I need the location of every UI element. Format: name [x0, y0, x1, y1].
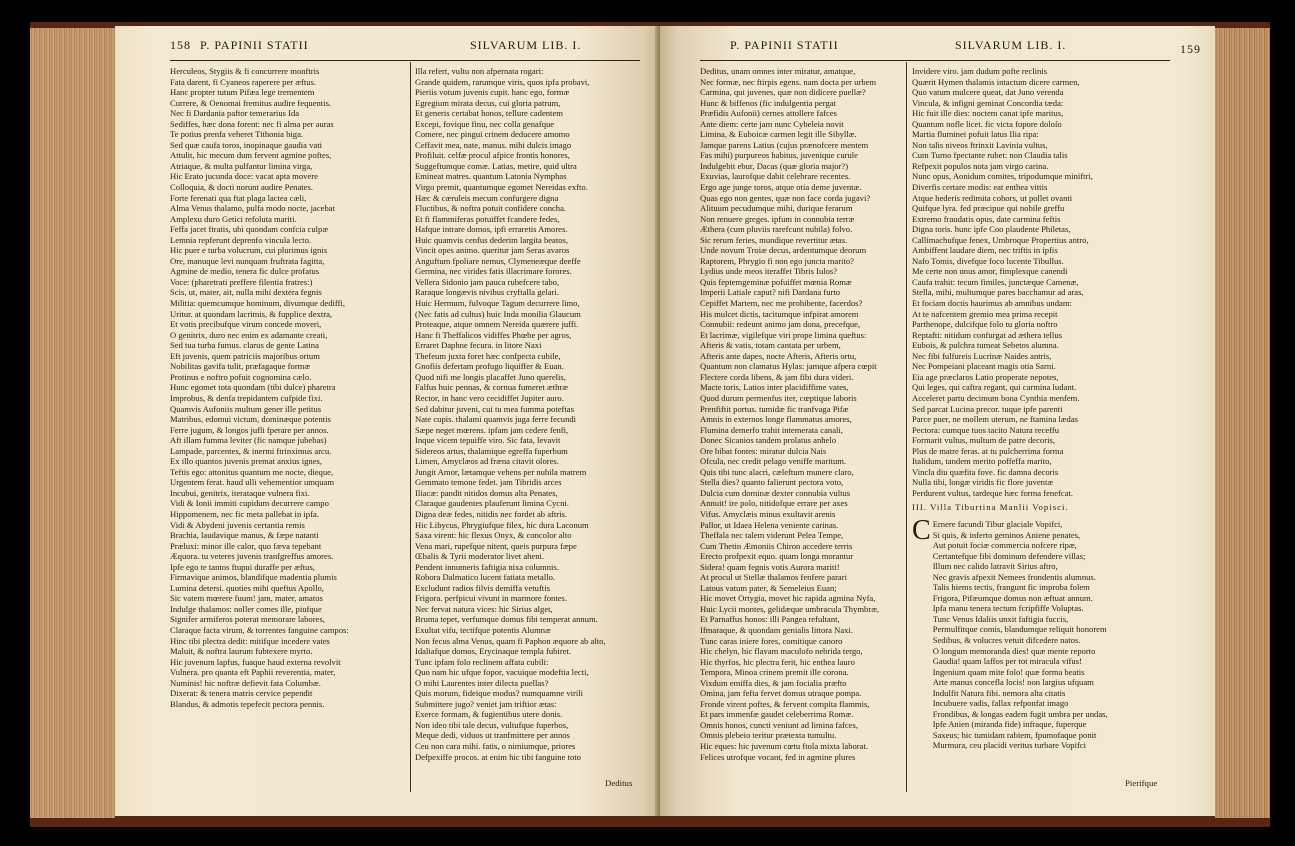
text-line: Raraque longævis nivibus cryftalla gelari.	[415, 287, 559, 298]
text-line: Flumina demerfo trahit intemerata canali,	[700, 424, 843, 435]
text-line: Quamvis Aufoniis multum gener ille petitus	[170, 403, 322, 414]
text-line: Hanc fi Theffalicos vidiffes Phœbe per agros,	[415, 329, 572, 340]
text-line: Pieriis votum juvenis cupit. hanc ego, formæ	[415, 87, 570, 98]
text-line: Scis, ut, mater, ait, nulla mihi dextera fegnis	[170, 287, 322, 298]
text-line: Cum Thetin Æmoniis Chiron accedere terris	[700, 540, 853, 551]
text-line: Falfus huic pennas, & cornua fumeret æthræ	[415, 382, 568, 393]
text-line: Perdurent vultus, tardeque hæc forma fenefcat.	[912, 487, 1074, 498]
text-line: Meque dedi, viduos ut tranfmittere per annos	[415, 730, 570, 741]
text-line: Saxeus; hic tumidam rabiem, fpumofaque ponit	[932, 729, 1097, 740]
text-line: Exuvias, laurofque dabit celebrare recentes.	[700, 171, 851, 182]
text-line: Quantum non clamatus Hylas: jamque afpera cœpit	[700, 361, 877, 372]
text-line: Attulit, hic mecum dum fervent agmine poftes,	[170, 150, 332, 161]
text-line: Virgo premit, quantumque egomet Nereidas exfto.	[415, 182, 588, 193]
left-column-2	[415, 66, 653, 762]
text-line: Raptorem, Phrygio fi non ego juncta marito?	[700, 255, 854, 266]
text-line: Teftis ego: attonitus quantum me nocte, dieque,	[170, 466, 334, 477]
text-line: Et Parnaffus honos: illi Pangea refultant,	[700, 614, 840, 625]
text-line: Hunc egomet tota quondam (tibi dulce) pharetra	[170, 382, 336, 393]
left-catchword: Deditus	[605, 778, 633, 788]
text-line: Martia fluminei pofuit latus Ilia ripa:	[912, 129, 1039, 140]
text-line: Hic Libycus, Phrygiufque filex, hic dura Laconum	[415, 519, 589, 530]
text-line: Deditus, unam omnes inter miratur, amatque,	[700, 66, 856, 76]
text-line: Et votis precibufque virum concede moveri,	[170, 319, 322, 330]
text-line: Pallor, ut Idaea Helena veniente carinas.	[700, 519, 839, 530]
text-line: Emineat matres. quantum Latonia Nymphas	[415, 171, 567, 182]
text-line: Refpexit populos nota jam virgo carina.	[912, 160, 1049, 171]
text-line: Hanc propter tutum Pifæa lege trementem	[170, 87, 315, 98]
text-line: Saxa virent: hic flexus Onyx, & concolor alto	[415, 530, 572, 541]
text-line: Proteaque, atque omnem Nereida quærere juffi.	[415, 319, 579, 330]
text-line: Et lacrimæ, vigilefque viri prope limina queftus:	[700, 329, 867, 340]
text-line: Diverfis certare modis: eat enthea vittis	[912, 182, 1048, 193]
text-line: Et pars immenfæ gaudet celeberrima Romæ.	[700, 709, 854, 720]
text-line: Numinis! hic noftræ defievit fata Columbæ.	[170, 677, 321, 688]
text-line: Hic Erato jucunda doce: vacat apta movere	[170, 171, 318, 182]
text-line: Vincla diu quæfita fove. fic damna decoris	[912, 466, 1059, 477]
text-line: Agmine de medio, tenera fic dulce profatus	[170, 266, 320, 277]
text-line: Huic quamvis cenfus dederim largita beatos,	[415, 234, 569, 245]
text-line: Nec formæ, nec ftirpis egens. nam docta per urbem	[700, 76, 877, 87]
text-line: Exultat vifu, tectifque potentis Alumnæ	[415, 624, 551, 635]
text-line: Felices utrofque vocant, fed in agmine plures	[700, 751, 856, 762]
text-line: Suggeftumque comæ. Latias, metire, quid ultra	[415, 160, 577, 171]
text-line: Ante diem: certe jam nunc Cybeleia novit	[700, 118, 844, 129]
text-line: Tunc ipfam folo reclinem affata cubili:	[415, 656, 549, 667]
text-line: Donec Sicanios tandem prolatus anhelo	[700, 435, 837, 446]
text-line: Theffala nec talem viderunt Pelea Tempe,	[700, 530, 844, 541]
text-line: Sed dabitur juveni, cui tu mea fumma poteftas	[415, 403, 574, 414]
text-line: Non fecus alma Venus, quam fi Paphon æquore ab alto,	[415, 635, 606, 646]
text-line: Signifer armiferos poterat memorare labores,	[170, 614, 325, 625]
text-line: Jungit Amor, lætamque vehens per nubila matrem	[415, 466, 587, 477]
text-line: Macte toris, Latios inter placidiffime vates,	[700, 382, 849, 393]
text-line: Æthera (cum pluviis rarefcunt nubila) folvo.	[700, 224, 853, 235]
text-line: Et fi flammiferas potuiffet fcandere fedes,	[415, 213, 560, 224]
text-line: Latous vatum pater, & Semeleius Euan;	[700, 582, 837, 593]
text-line: Sidereos artus, thalamique egreffa fuperbum	[415, 445, 568, 456]
text-line: Illum nec calido latravit Sirius aftro,	[932, 561, 1058, 572]
text-line: Atriaque, & multa pulfantur limina virga,	[170, 160, 313, 171]
text-line: Quas ego non gentes, quæ non face corda jugavi?	[700, 192, 871, 203]
text-line: Omnis plebeio teritur prætexta tumultu.	[700, 730, 837, 741]
text-line: Huic Lycii montes, gelidæque umbracula Thymbræ,	[700, 603, 880, 614]
text-line: Amnis in externos longe flammatus amores,	[700, 414, 852, 425]
text-line: Parce puer, ne mollem uterum, ne ftamina lædas	[912, 414, 1078, 425]
text-line: Firmavique animos, blandifque madentia plumis	[170, 572, 337, 583]
text-line: Stella, mihi, multumque pares bacchamur ad aras,	[912, 287, 1084, 298]
text-line: Ipfe ego te tantos ftupui duraffe per æftus,	[170, 561, 315, 572]
text-line: Iliacæ: pandit nitidos domus alta Penates,	[415, 487, 558, 498]
text-line: (Nec fatis ad cultus) huic Inda monilia Glaucum	[415, 308, 581, 319]
left-header-title: SILVARUM LIB. I.	[470, 38, 582, 52]
text-line: Limina, & Euboicæ carmen legit ille Sibyllæ.	[700, 129, 857, 140]
text-line: Qui leges, qui caftra regant, qui carmina ludant.	[912, 382, 1077, 393]
text-line: Æquora. tu veteres juvenis tranfgreffus amores.	[170, 551, 334, 562]
text-line: Nate cupis. thalami quamvis juga ferre fecundi	[415, 414, 577, 425]
text-line: Hic movet Ortygia, movet hic rapida agmina Nyfa,	[700, 593, 876, 604]
text-line: Currere, & Oenomai fremitus audire fequentis.	[170, 97, 332, 108]
text-line: Plus de matre feras. at tu pulcherrima forma	[912, 445, 1064, 456]
text-line: Limen, Amyclæos ad fræna citavit olores.	[415, 456, 559, 467]
text-line: Hinc tibi plectra dedit: mitifque incedere vates	[170, 635, 330, 646]
text-line: Indulgebit ebur, Dacas (quæ gloria major?)	[700, 160, 849, 171]
text-line: Maluit, & noftra laurum fubtexere myrto.	[170, 646, 313, 657]
text-line: Reptafti: nitidum confurgat ad æthera tellus	[912, 329, 1062, 340]
text-line: Ambiffent laudare diem, nec triftis in ipfis	[912, 245, 1058, 256]
text-line: Lumina detersi. quoties mihi queftus Apollo,	[170, 582, 324, 593]
right-page	[660, 26, 1215, 816]
text-line: Thefeum juxta foret hæc confpecta cubile,	[415, 350, 561, 361]
text-line: Excepi, fovique finu, nec colla genafque	[415, 118, 555, 129]
text-line: Fronde virent poftes, & fervent compita flammis,	[700, 698, 870, 709]
text-line: Ipfe Anien (miranda fide) infraque, fuperque	[932, 719, 1087, 730]
text-line: Lemnia repferunt deprenfo vincula lecto.	[170, 234, 312, 245]
text-line: Ergo age junge toros, atque otia deme juventæ.	[700, 182, 862, 193]
text-line: Vena mari, rupefque nitent, queis purpura fæpe	[415, 540, 577, 551]
text-line: Nec Pompeiani placeant magis otia Sarni.	[912, 361, 1056, 372]
text-line: Quærit Hymen thalamis intactum dicere carmen,	[912, 76, 1080, 87]
text-line: Unde novum Troiæ decus, ardentumque deorum	[700, 245, 867, 256]
text-line: Invidere viro. jam dudum pofte reclinis	[912, 66, 1048, 76]
left-page	[115, 26, 660, 816]
text-line: Herculeos, Stygiis & fi concurrere monftris	[170, 66, 320, 76]
text-line: Lydius unde meos iteraffet Tibris Iulos?	[700, 266, 838, 277]
text-line: Vidi & Abydeni juvenis certantia remis	[170, 519, 305, 530]
drop-cap: C	[912, 518, 931, 546]
text-line: Quifque lyra. fed præcipue qui nobile greffu	[912, 203, 1065, 214]
text-line: Militia: quemcumque hominum, divumque dediffi,	[170, 298, 346, 309]
text-line: Illa refert, vultu non afpernata rogari:	[415, 66, 544, 76]
text-line: Voce: (pharetrati preffere filentia fratres:)	[170, 276, 313, 287]
text-line: Nec fervat natura vices: hic Sirius alget,	[415, 603, 553, 614]
text-line: Eubois, & pulchra tumeat Sebetos alumna.	[912, 340, 1059, 351]
text-line: Eia age præclaros Latio properate nepotes,	[912, 371, 1059, 382]
right-column-2	[912, 66, 1177, 751]
text-line: Afteris ante dapes, nocte Afteris, Afteris ortu,	[700, 350, 857, 361]
text-line: Nobilitas gavifa tulit, præfagaque formæ	[170, 361, 311, 372]
text-line: Germina, nec virides fatis illacrimare forores.	[415, 266, 572, 277]
text-line: Non renuere greges. ipfum in connubia terræ	[700, 213, 855, 224]
text-line: Sidera! quam fegnis votis Aurora mariti!	[700, 561, 840, 572]
text-line: Ceffavit mea, nate, manus. mihi dulcis imago	[415, 139, 572, 150]
text-line: Frigora. perfpicui vivunt in marmore fontes.	[415, 593, 568, 604]
text-line: Nulla tibi, longæ viridis fic flore juventæ	[912, 477, 1054, 488]
right-column-1	[700, 66, 902, 762]
text-line: Erecto profpexit equo. quam longa morantur	[700, 551, 854, 562]
text-line: Frigora, Pifæumque domus non æftuat annum.	[932, 592, 1093, 603]
text-line: Ore, manuque levi nunquam fruftrata fagitta,	[170, 255, 325, 266]
page-edges-right	[1215, 28, 1270, 818]
text-line: Vulnera. pro quanta eft Paphii reverentia, mater,	[170, 667, 336, 678]
text-line: Præfidis Aufonii) cernes attollere fafces	[700, 108, 837, 119]
text-line: Blandus, & admotis tepefecit pectora pennis.	[170, 698, 325, 709]
text-line: Egregium mirata decus, cui gloria patrum,	[415, 97, 561, 108]
left-header-rule	[170, 60, 640, 61]
text-line: Quod nifi me longis placaffet Juno querelis,	[415, 371, 566, 382]
text-line: Callimachufque fenex, Umbroque Propertius antro,	[912, 234, 1089, 245]
text-line: Forte ferenati qua ftat plaga lactea cæli,	[170, 192, 307, 203]
text-line: Sic rerum feries, mundique revertitur ætas.	[700, 234, 848, 245]
text-line: Præluxi: minor ille calor, quo fæva tepebant	[170, 540, 322, 551]
text-line: Omnis honos, cuncti veniunt ad limina fafces,	[700, 719, 858, 730]
text-line: O longum memoranda dies! quæ mente reporto	[932, 645, 1096, 656]
text-line: Profiluit. celfæ procul afpice frontis honores,	[415, 150, 570, 161]
text-line: Matribus, edomui victum, dominæque potentis	[170, 414, 331, 425]
text-line: Grande quidem, rarumque viris, quos ipfa probavi,	[415, 76, 590, 87]
text-line: Vifus. Amyclæis minus exultavit arenis	[700, 508, 836, 519]
text-line: Extremo fraudatis opus, date carmina feftis	[912, 213, 1061, 224]
text-line: Feffa jacet ftratis, ubi quondam confcia culpæ	[170, 224, 329, 235]
text-line: Hic thyrfos, hic plectra ferit, hic enthea lauro	[700, 656, 855, 667]
text-line: At procul ut Stellæ thalamos fenfere parari	[700, 572, 848, 583]
text-line: Nafo Tomis, divefque foco lucente Tibullus.	[912, 255, 1064, 266]
text-line: Urgentem ferat. haud ulli vehementior umquam	[170, 477, 335, 488]
text-line: Comere, nec pingui crinem deducere amomo	[415, 129, 570, 140]
text-line: Non ideo tibi tale decus, vultufque fuperbos,	[415, 719, 569, 730]
text-line: Anguftum fpoliare nemus, Clymeneæque deeffe	[415, 255, 581, 266]
text-line: Lampade, parcentes, & inermi ftrinximus arcu.	[170, 445, 332, 456]
text-line: Quo nam hic ufque fopor, vacuique modeftia lecti,	[415, 667, 589, 678]
text-line: Tempora, Minoa crinem premit ille corona.	[700, 667, 849, 678]
text-line: Gnofiis defertam profugo liquiffer & Euan.	[415, 361, 564, 372]
text-line: Hic fuit ille dies: noctem canat ipfe maritus,	[912, 108, 1064, 119]
text-line: Claraque gaudentes plauferunt limina Cycni.	[415, 498, 569, 509]
left-column-rule	[410, 62, 411, 792]
text-line: Indulge thalamos: noller comes ille, piufque	[170, 603, 322, 614]
text-line: Brachia, laudavique manus, & fæpe natanti	[170, 530, 319, 541]
text-line: Flectere corda libens, & jam fibi dura videri.	[700, 371, 854, 382]
right-header-title: SILVARUM LIB. I.	[955, 38, 1067, 52]
text-line: Dixerat: & tenera matris cervice pependit	[170, 688, 313, 699]
section-heading: III. Villa Tiburtina Manlii Vopisci.	[912, 502, 1069, 513]
text-line: Prenfiftit portus. tumidæ fic tranfvaga Pifæ	[700, 403, 849, 414]
text-line: Sed parcat Lucina precor. tuque ipfe parenti	[912, 403, 1063, 414]
right-column-rule	[906, 62, 907, 792]
text-line: His mulcet dictis, tacitumque infpirat amorem	[700, 308, 859, 319]
text-line: Tunc Venus Idaliis unxit faftigia fuccis,	[932, 613, 1069, 624]
text-line: Alma Venus thalamo, pulfa modo nocte, jacebat	[170, 203, 335, 214]
right-catchword: Pierifque	[1125, 778, 1158, 788]
text-line: Ferre jugum, & longos jufli fperare per annos.	[170, 424, 329, 435]
text-line: Caufa trahit: tecum fimiles, junctæque Camenæ,	[912, 276, 1079, 287]
text-line: Ex illo quantos juvenis premat anxius ignes,	[170, 456, 323, 467]
text-line: Acceleret partu decimum bona Cynthia menfem.	[912, 392, 1080, 403]
text-line: Aut potuit fociæ commercia nofcere ripæ,	[932, 540, 1077, 551]
text-line: Sæpe neget mœrens. ipfam jam cedere fenfi,	[415, 424, 569, 435]
text-line: Cum Turno fpectante rubet: non Claudia talis	[912, 150, 1068, 161]
text-line: Omina, jam fefta fervet domus utraque pompa.	[700, 688, 862, 699]
text-line: Ipfa manu tenera tectum fcripfiffe Voluptas.	[932, 603, 1084, 614]
text-line: Afteris & vatis, totam cantata per urbem,	[700, 340, 841, 351]
text-line: Connubii: redeunt animo jam dona, precefque,	[700, 319, 861, 330]
text-line: O genitrix, duro nec enim ex adamante creati,	[170, 329, 328, 340]
right-header-rule	[700, 60, 1170, 61]
text-line: Permulfitque comis, blandumque reliquit honorem	[932, 624, 1107, 635]
text-line: Alituum pecudumque mihi, durique ferarum	[700, 203, 853, 214]
text-line: Vellera Sidonio jam pauca rubefcere tabo,	[415, 276, 560, 287]
text-line: Digna deæ fedes, nitidis nec fordet ab aftris.	[415, 508, 568, 519]
text-line: Dulcia cum dominæ dexter connubia vultus	[700, 487, 851, 498]
left-page-number: 158	[170, 38, 191, 52]
text-line: Ceu non cara mihi. fatis, o nimiumque, priores	[415, 741, 576, 751]
text-line: Huic Hermum, fulvoque Tagum decurrere limo,	[415, 298, 580, 309]
text-line: Quis feptemgeminæ pofuiffet mœnia Romæ	[700, 276, 852, 287]
text-line: Carmina, qui juvenes, quæ non didicere puellæ?	[700, 87, 866, 98]
left-column-1	[170, 66, 406, 709]
text-line: Nec fibi fulfureis Lucrinæ Naides antris,	[912, 350, 1052, 361]
text-line: Fluctibus, & noftra potuit confidere concha.	[415, 203, 567, 214]
text-line: Ingenium quam mite folo! quæ forma beatis	[932, 666, 1085, 677]
text-line: Sedibus, & volucres vetuit difcedere natos.	[932, 634, 1081, 645]
text-line: Nec fi Dardania paftor temerarius Ida	[170, 108, 300, 119]
text-line: Sediffes, hæc dona forent: nec fi alma per auras	[170, 118, 334, 129]
text-line: Talis hiems tectis, frangunt fic improba folem	[932, 582, 1090, 593]
text-line: Ore bibat fontes: miratur dulcia Nais	[700, 445, 827, 456]
text-line: Ofcula, nec credit pelago veniffe maritum.	[700, 456, 847, 467]
text-line: Atque hederis redimita cohors, ut pollet ovanti	[912, 192, 1073, 203]
text-line: Improbus, & denfa trepidantem cufpide fixi.	[170, 392, 323, 403]
text-line: Annuit! ire polo, nitidofque errare per axes	[700, 498, 848, 509]
text-line: Gaudia! quam laffos per tot miracula vifus!	[932, 656, 1082, 667]
text-line: Et generis certabat honos, tellure cadentem	[415, 108, 563, 119]
text-line: Incubui, genitrix, iterataque vulnera fixi.	[170, 487, 310, 498]
text-line: Defpexiffe procos. at enim hic tibi fanguine toto	[415, 751, 581, 762]
text-line: Colloquia, & docti norunt audire Penates.	[170, 182, 313, 193]
text-line: Frondibus, & longas eadem fugit umbra per undas,	[932, 708, 1108, 719]
text-line: Quantum nofle licet. fic victa fopore doloſo	[912, 118, 1062, 129]
text-line: Quis morum, fideique modus? numquamne virili	[415, 688, 584, 699]
text-line: Non talis niveos ftrinxit Lavinia vultus,	[912, 139, 1048, 150]
right-page-number: 159	[1180, 42, 1201, 56]
text-line: Cepiffet Martem, nec me prohibente, facerdos?	[700, 298, 863, 309]
text-line: Quod durum permenfus iter, cœptique laboris	[700, 392, 857, 403]
text-line: Italidum, tandem merito poffeffa marito,	[912, 456, 1052, 467]
text-line: Tunc caras iniere fores, comitique canoro	[700, 635, 843, 646]
text-line: Formarit vultus, multum de patre decoris,	[912, 435, 1055, 446]
text-line: O mihi Laurentes inter dilecta puellas?	[415, 677, 549, 688]
right-column-2-bottom-lines	[933, 519, 1177, 751]
text-line: Arte manus concefla locis! non largius ufquam	[932, 677, 1094, 688]
text-line: Parthenope, dulcifque folo tu gloria noftro	[912, 319, 1058, 330]
right-column-2-bottom	[912, 519, 1177, 751]
text-line: Rector, in hanc vero cecidiffet Jupiter auro.	[415, 392, 564, 403]
text-line: Quis tibi tunc alacri, cæleftum munere claro,	[700, 466, 854, 477]
text-line: Hippomenem, nec fic meta pallebat in ipfa.	[170, 508, 319, 519]
text-line: Bruma tepet, verfumque domus fibi temperat annum.	[415, 614, 598, 625]
text-line: Erraret Daphne fecura. in litore Naxi	[415, 340, 542, 351]
text-line: Sic vatem mœrere fuum! jam, mater, amatos	[170, 593, 323, 604]
text-line: Fata darent, fi Cyaneos raperere per æftus.	[170, 76, 317, 87]
text-line: Jamque parens Latius (cujus prænofcere mentem	[700, 139, 869, 150]
text-line: Vincit opes animo. queritur jam Seras avaros	[415, 245, 570, 256]
right-column-2-top	[912, 66, 1177, 498]
text-line: Uritur. at quondam lacrimis, & fupplice dextra,	[170, 308, 333, 319]
text-line: Nunc opus, Aonidum comites, tripodumque miniftri,	[912, 171, 1093, 182]
text-line: Amplexu duro Getici refoluta mariti.	[170, 213, 297, 224]
right-header-author: P. PAPINII STATII	[730, 38, 839, 52]
text-line: Si quis, & inferto geminos Aniene penates,	[932, 529, 1081, 540]
text-line: Sed quæ caufa toros, inopinaque gaudia vati	[170, 139, 323, 150]
text-line: Inque vicem tepuiffe viro. Sic fata, levavit	[415, 435, 561, 446]
text-line: Imperii Latiale caput? nifi Dardana furto	[700, 287, 841, 298]
text-line: Incubuere vadis, fallax refponfat imago	[932, 698, 1069, 709]
text-line: Vixdum emiffa dies, & jam focialia præfto	[700, 677, 847, 688]
text-line: Pendent innumeris faftigia nixa columnis.	[415, 561, 559, 572]
text-line: Gemmato temone fedet. jam Tibridis arces	[415, 477, 562, 488]
text-line: Te potius prenfa veheret Tithonia biga.	[170, 129, 304, 140]
text-line: Hafque intrare domos, ipfi erraretis Amores.	[415, 224, 568, 235]
text-line: Hic eques: hic juvenum cœtu ftola mixta laborat.	[700, 741, 869, 751]
text-line: Exerce formam, & fugientibus utere donis.	[415, 709, 563, 720]
text-line: Hic juvenum lapfus, fuaque haud externa revolvit	[170, 656, 341, 667]
text-line: Digna toris. hunc ipfe Coo plaudente Philetas,	[912, 224, 1071, 235]
text-line: Hic chelyn, hic flavam maculofo nebrida tergo,	[700, 646, 863, 657]
text-line: Me certe non unus amor, fimplexque canendi	[912, 266, 1068, 277]
text-line: Pectora: cumque tuos tacito Natura receffu	[912, 424, 1060, 435]
text-line: Fas mihi) purpureos habitus, juvenique curule	[700, 150, 858, 161]
left-header-author: P. PAPINII STATII	[200, 38, 309, 52]
text-line: Eft juvenis, quem patriciis majoribus ortum	[170, 350, 320, 361]
text-line: Vincula, & infigni geminat Concordia tæda:	[912, 97, 1064, 108]
text-line: Stella dies? quanto falierunt pectora voto,	[700, 477, 844, 488]
text-line: Vidi & Ionii immiti cupidum decurrere campo	[170, 498, 329, 509]
text-line: Excludunt radios filvis demiffa vetuftis	[415, 582, 550, 593]
text-line: At te nafcentem gremio mea prima recepit	[912, 308, 1058, 319]
text-line: Certantefque fibi dominum defendere villas;	[932, 550, 1086, 561]
text-line: Quo vatum mulcere queat, dat Juno verenda	[912, 87, 1064, 98]
text-line: Et fociam doctis haurimus ab amnibus undam:	[912, 298, 1072, 309]
text-line: Sed tua turba fumus. clarus de gente Latina	[170, 340, 319, 351]
text-line: Hæc & cæruleis mecum confurgere digna	[415, 192, 559, 203]
text-line: Robora Dalmatico lucent fatiata metallo.	[415, 572, 556, 583]
text-line: Aft illam fumma leviter (fic namque jubebas)	[170, 435, 327, 446]
text-line: Œbalis & Tyrii moderator livet aheni.	[415, 551, 545, 562]
text-line: Indulfit Natura fibi. nemora alta citatis	[932, 687, 1066, 698]
text-line: Hunc & biffenos (fic indulgentia pergat	[700, 97, 836, 108]
text-line: Submittere jugo? veniet jam triftior ætas:	[415, 698, 557, 709]
text-line: Hic puer e turba volucrum, cui plurimus ignis	[170, 245, 328, 256]
text-line: Claraque facta virum, & torrentes fanguine campos:	[170, 624, 349, 635]
page-edges-left	[30, 28, 115, 818]
text-line: Ifmaraque, & quondam genialis littora Naxi.	[700, 624, 853, 635]
text-line: Idaliafque domos, Erycinaque templa fubiret.	[415, 646, 572, 657]
text-line: Protinus e noftro pofuit cognomina cælo.	[170, 371, 312, 382]
text-line: Murmura, ceu placidi veritus turbare Vopifci	[932, 740, 1087, 751]
text-line: Ernere facundi Tibur glaciale Vopifci,	[932, 518, 1063, 529]
text-line: Nec gravis afpexit Nemees frondentis alumnus.	[932, 571, 1096, 582]
